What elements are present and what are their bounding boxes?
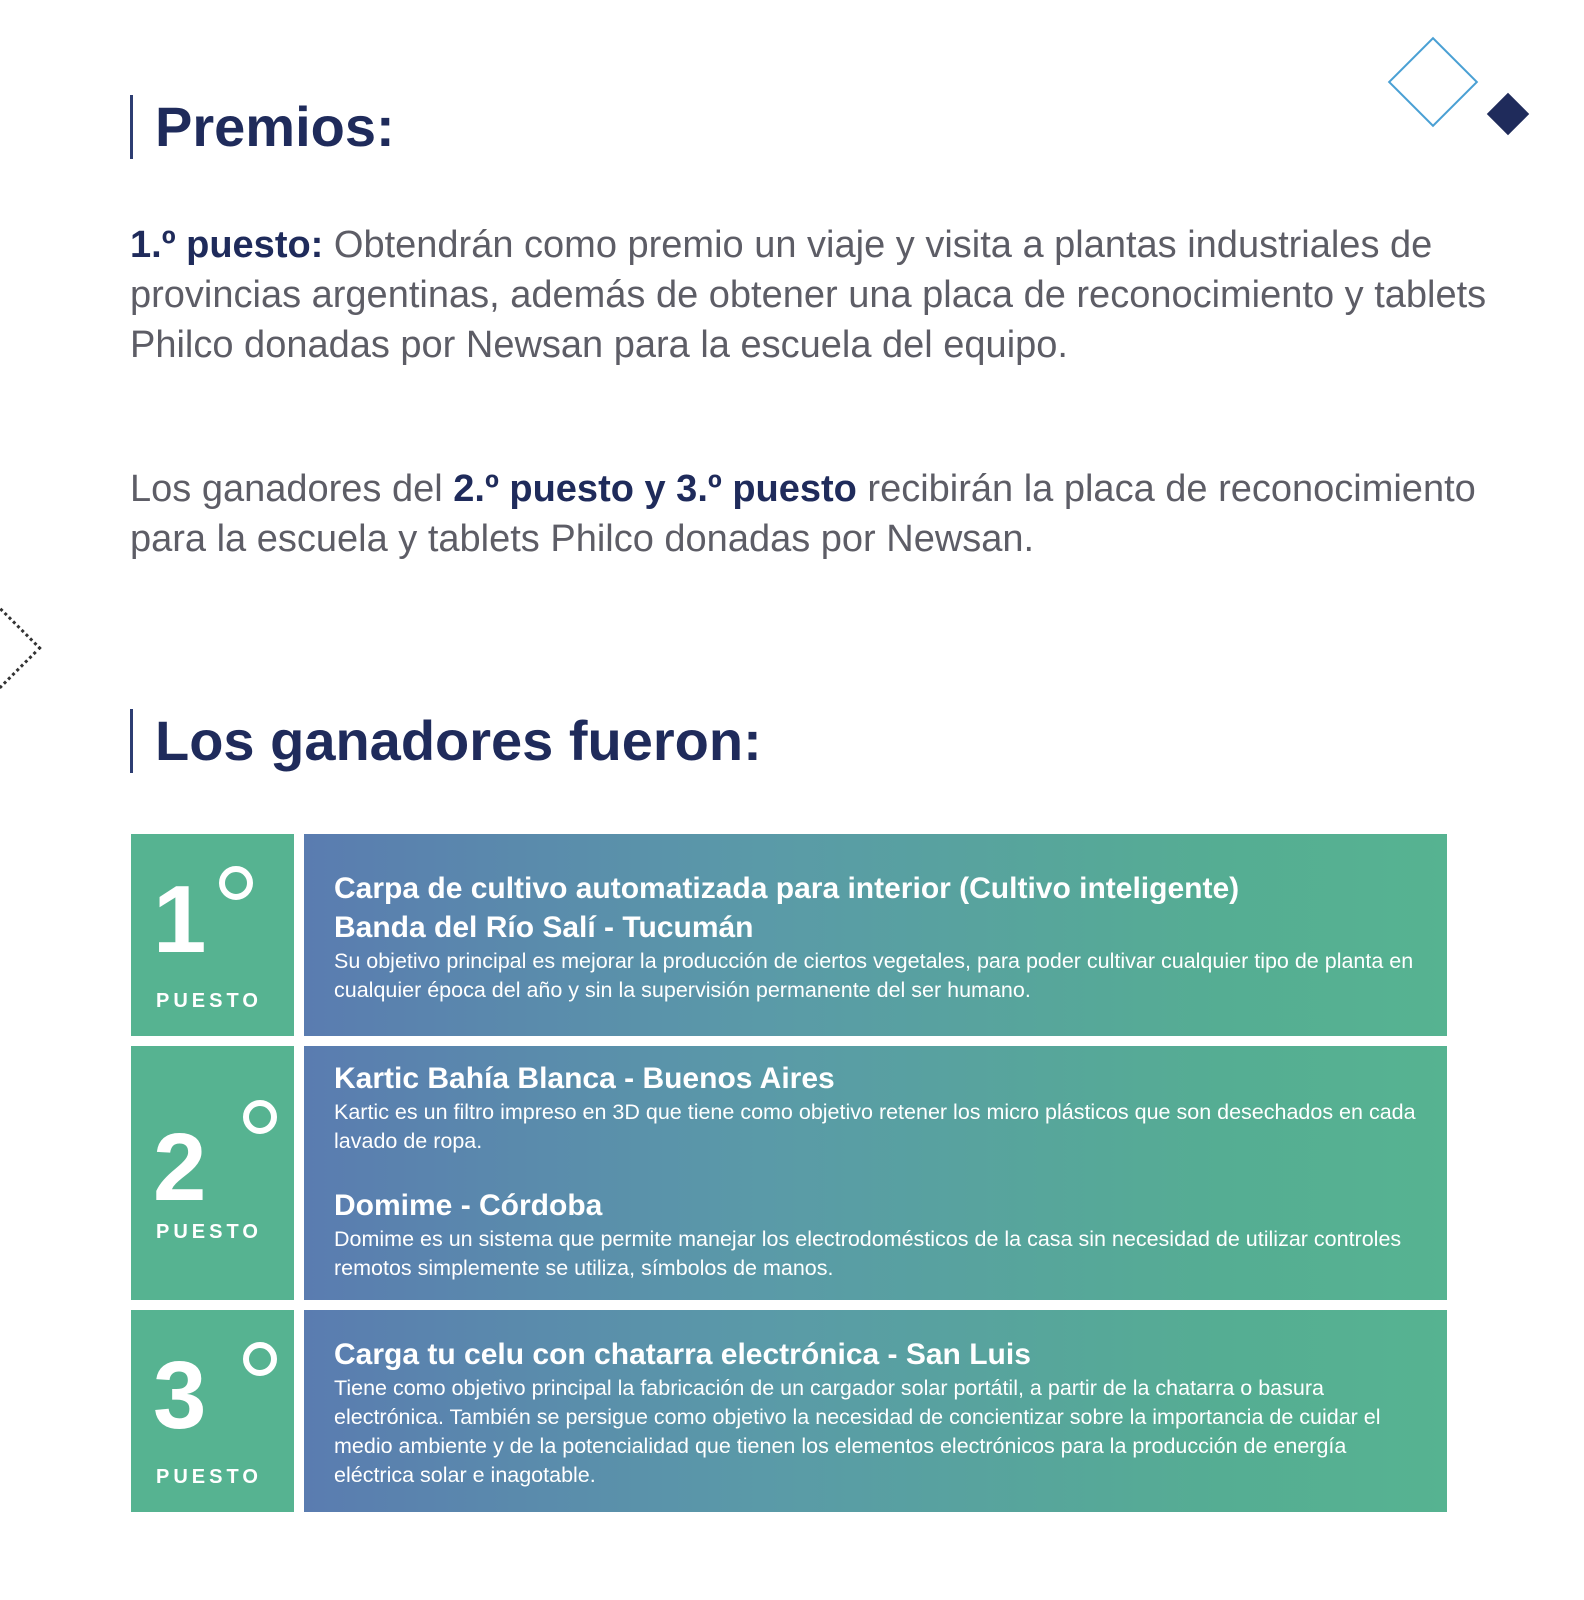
diamond-outline-decoration [1388,37,1479,128]
other-prizes-label: 2.º puesto y 3.º puesto [453,468,857,510]
rank-label: PUESTO [156,1466,262,1488]
rank-number: 3 [153,1342,207,1449]
entry [334,1310,1417,1490]
other-prizes-paragraph [130,464,1490,564]
ganadores-heading: Los ganadores fueron: [130,709,762,773]
rank-badge-3 [131,1310,294,1512]
degree-symbol [243,1342,277,1376]
entry [334,1046,1417,1156]
degree-symbol [243,1100,277,1134]
entry-description: Domime es un sistema que permite manejar los electrodomésticos de la casa sin necesidad de utilizar controles remotos simplemente se utiliza, símbolos de manos. [334,1227,1402,1280]
entry [334,834,1417,1005]
entry-description: Tiene como objetivo principal la fabricación de un cargador solar portátil, a partir de la chatarra o basura electrónica. También se persigue como objetivo la necesidad de concientizar sobre la importancia de cuidar el medio ambiente y de la potencialidad que tienen los elementos electrónicos para la producción de energía eléctrica solar e inagotable. [334,1376,1381,1487]
entry-title: Carpa de cultivo automatizada para interior (Cultivo inteligente) [334,872,1240,905]
winner-card-1 [304,834,1447,1036]
diamond-solid-decoration [1487,93,1529,135]
entry-title: Carga tu celu con chatarra electrónica - San Luis [334,1338,1031,1371]
rank-label: PUESTO [156,1221,262,1243]
entry [334,1156,1417,1283]
entry-subtitle: Banda del Río Salí - Tucumán [334,911,754,944]
entry-description: Su objetivo principal es mejorar la producción de ciertos vegetales, para poder cultivar cualquier tipo de planta en cualquier época del año y sin la supervisión permanente del ser humano. [334,949,1414,1002]
other-prizes-post: recibirán la placa de reconocimiento para la escuela y tablets Philco donadas por Newsan. [130,468,1476,560]
rank-badge-1 [131,834,294,1036]
degree-symbol [219,866,253,900]
first-prize-paragraph [130,220,1490,370]
rank-number: 2 [153,1114,207,1221]
rank-badge-2 [131,1046,294,1300]
first-prize-text: Obtendrán como premio un viaje y visita a plantas industriales de provincias argentinas, además de obtener una placa de reconocimiento y tablets Philco donadas por Newsan para la escuela del equipo. [130,224,1487,366]
winner-card-3 [304,1310,1447,1512]
premios-heading: Premios: [130,95,395,159]
winner-card-2 [304,1046,1447,1300]
rank-number: 1 [153,866,207,973]
dotted-diamond-decoration [0,594,42,701]
entry-title: Kartic Bahía Blanca - Buenos Aires [334,1062,835,1095]
first-prize-label: 1.º puesto: [130,224,324,266]
rank-label: PUESTO [156,990,262,1012]
entry-description: Kartic es un filtro impreso en 3D que tiene como objetivo retener los micro plásticos que son desechados en cada lavado de ropa. [334,1100,1416,1153]
entry-title: Domime - Córdoba [334,1189,603,1222]
other-prizes-pre: Los ganadores del [130,468,454,510]
